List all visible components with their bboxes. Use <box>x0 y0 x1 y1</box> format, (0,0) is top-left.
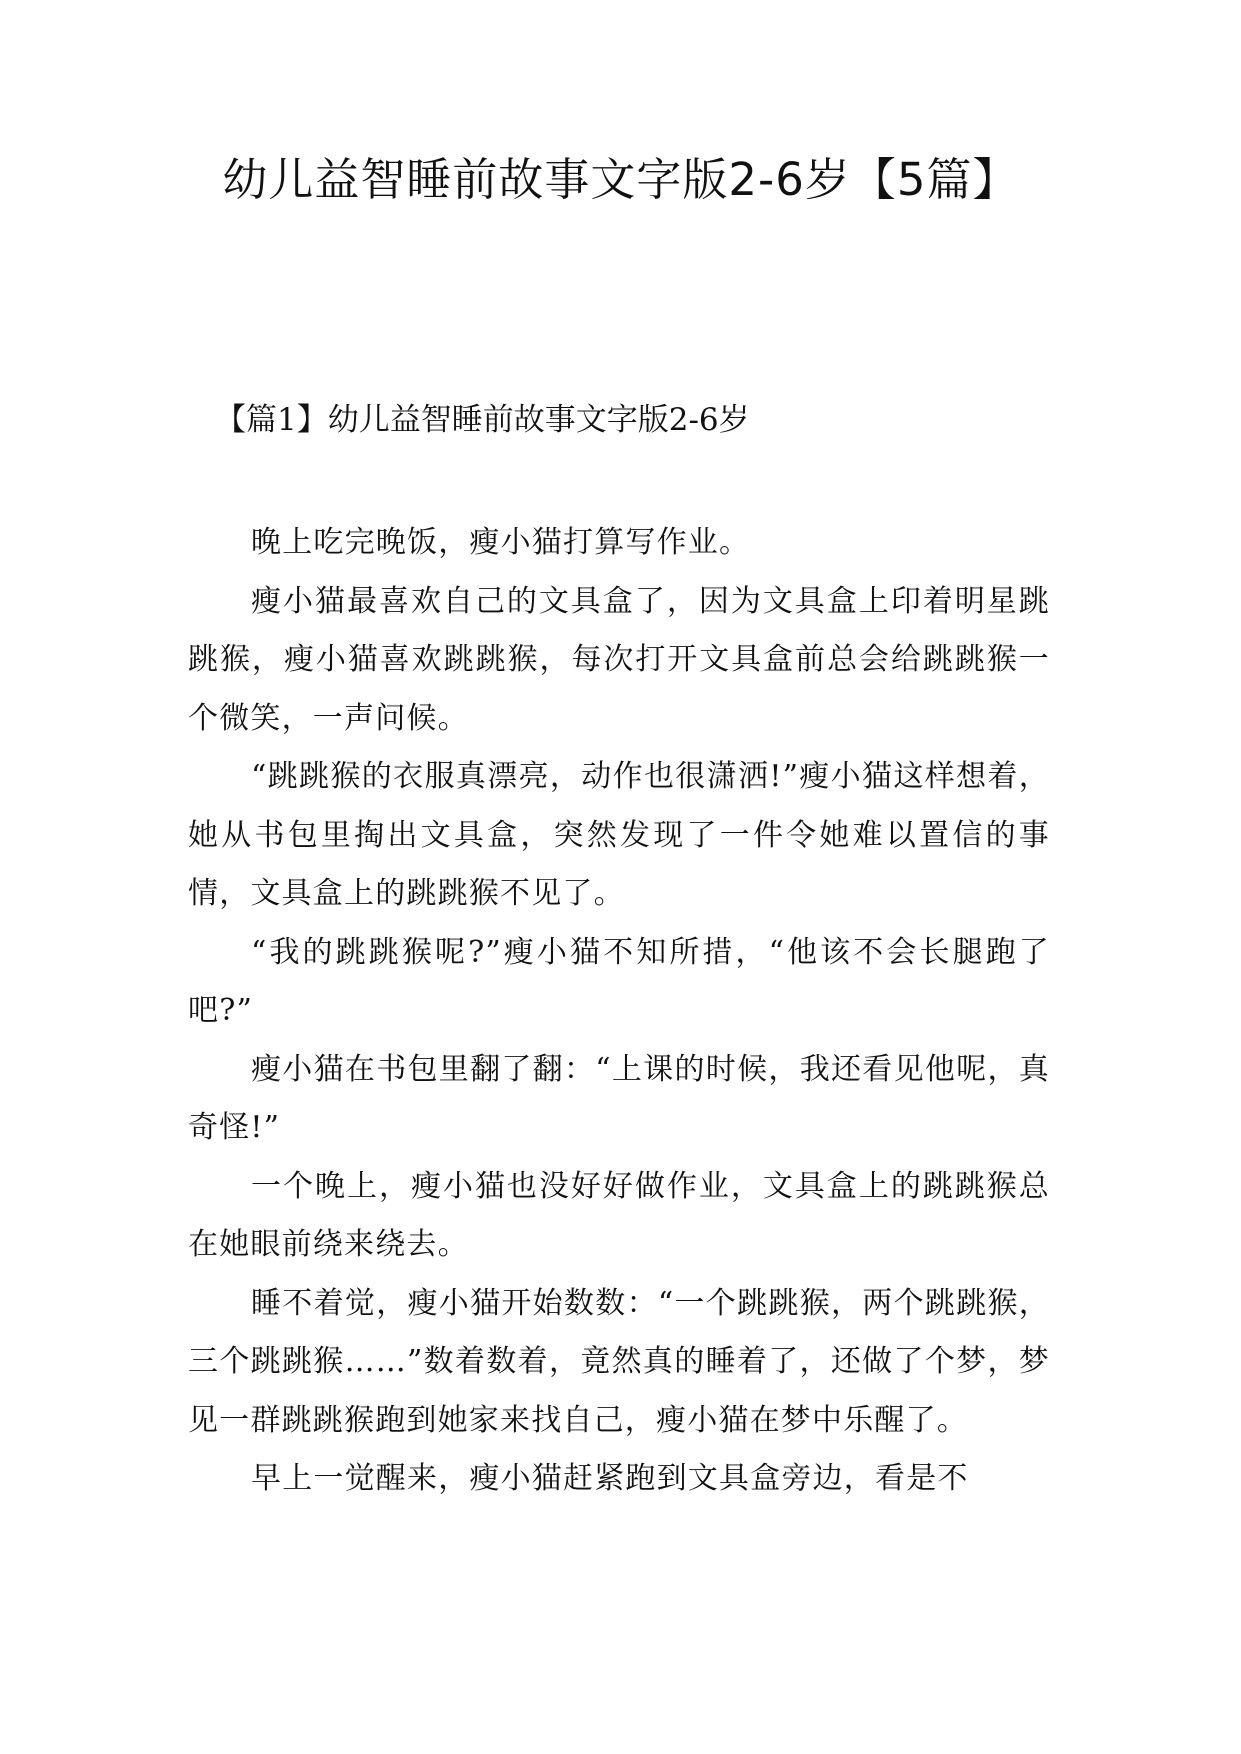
paragraph-1: 晚上吃完晚饭，瘦小猫打算写作业。 <box>251 525 751 560</box>
paragraph-8: 早上一觉醒来，瘦小猫赶紧跑到文具盒旁边，看是不 <box>251 1461 969 1496</box>
paragraph-3: “跳跳猴的衣服真漂亮，动作也很潇洒!”瘦小猫这样想着，她从书包里掏出文具盒，突然发现了一件令她难以置信的事情，文具盒上的跳跳猴不见了。 <box>188 759 1050 911</box>
paragraph-5: 瘦小猫在书包里翻了翻：“上课的时候，我还看见他呢，真奇怪!” <box>188 1051 1050 1145</box>
paragraph-6: 一个晚上，瘦小猫也没好好做作业，文具盒上的跳跳猴总在她眼前绕来绕去。 <box>188 1168 1050 1262</box>
section-heading: 【篇1】幼儿益智睡前故事文字版2-6岁 <box>215 402 750 438</box>
story-body <box>188 514 1050 1509</box>
paragraph-7: 睡不着觉，瘦小猫开始数数：“一个跳跳猴，两个跳跳猴，三个跳跳猴……”数着数着，竟然真的睡着了，还做了个梦，梦见一群跳跳猴跑到她家来找自己，瘦小猫在梦中乐醒了。 <box>188 1285 1050 1438</box>
paragraph-2: 瘦小猫最喜欢自己的文具盒了，因为文具盒上印着明星跳跳猴，瘦小猫喜欢跳跳猴，每次打开文具盒前总会给跳跳猴一个微笑，一声问候。 <box>188 583 1050 736</box>
document-title: 幼儿益智睡前故事文字版2-6岁【5篇】 <box>222 153 1019 206</box>
paragraph-4: “我的跳跳猴呢?”瘦小猫不知所措，“他该不会长腿跑了吧?” <box>188 934 1050 1028</box>
